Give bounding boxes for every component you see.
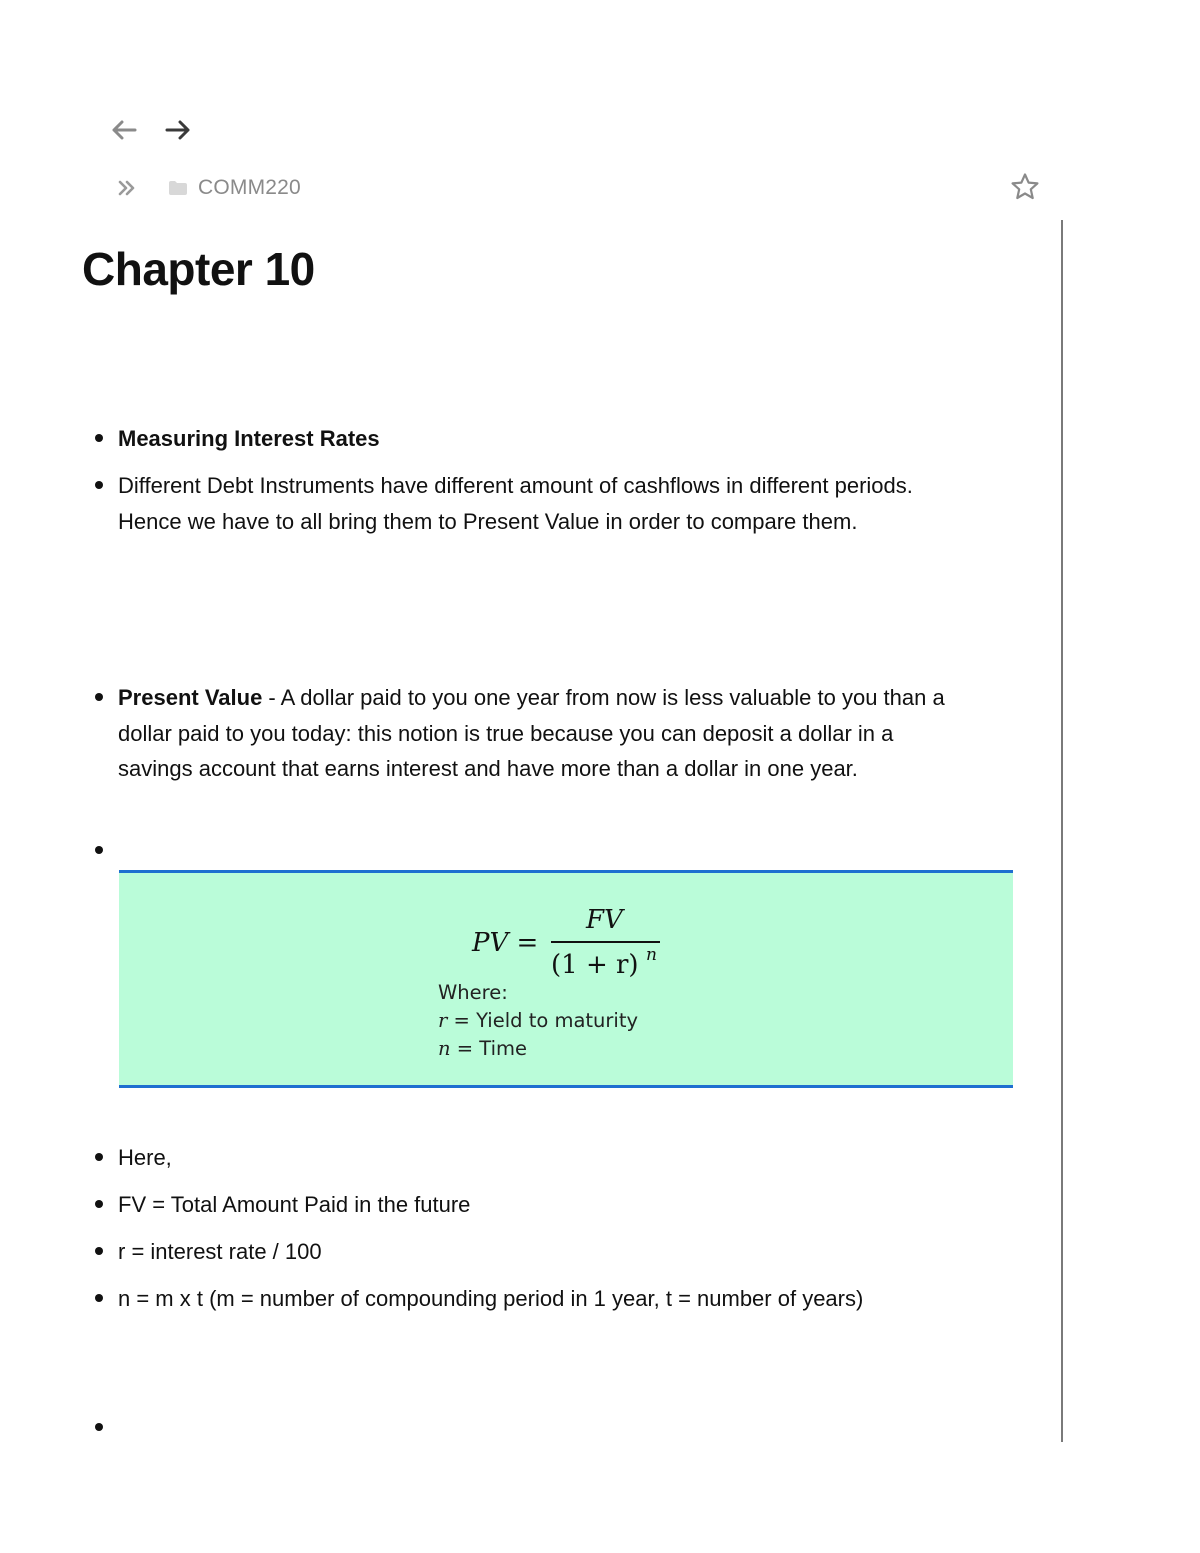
formula-exponent: n	[646, 945, 657, 965]
arrow-left-icon	[110, 118, 138, 142]
list-item-text: Here,	[118, 1145, 172, 1170]
expand-sidebar-button[interactable]	[114, 175, 140, 201]
bullet-dot	[95, 481, 103, 489]
bullet-dot	[95, 1294, 103, 1302]
body-text: - A dollar paid to you one year from now is less valuable to you than a dollar paid to you today: this notion is true because you can deposit a dollar in a savings account that earns interest and have more than a dollar in one year.	[118, 685, 945, 781]
favorite-button[interactable]	[1009, 171, 1041, 203]
list-item-text: FV = Total Amount Paid in the future	[118, 1192, 471, 1217]
formula-lhs: PV =	[472, 928, 539, 958]
list-item-empty[interactable]	[90, 1410, 103, 1431]
bullet-dot	[95, 1153, 103, 1161]
bullet-dot	[95, 1423, 103, 1431]
list-item[interactable]	[90, 1234, 968, 1270]
list-item-empty[interactable]	[90, 833, 103, 854]
r-definition: r = Yield to maturity	[438, 1009, 639, 1032]
list-item-text: n = m x t (m = number of compounding period in 1 year, t = number of years)	[118, 1286, 864, 1311]
bullet-dot	[95, 1247, 103, 1255]
breadcrumb	[114, 174, 301, 202]
back-button[interactable]	[108, 114, 140, 146]
star-outline-icon	[1010, 172, 1040, 202]
list-item[interactable]	[90, 468, 968, 539]
list-item-text: r = interest rate / 100	[118, 1239, 322, 1264]
list-item-text	[118, 680, 968, 787]
list-item-text: Different Debt Instruments have different amount of cashflows in different periods. Hence we have to all bring them to Present Value in order to compare them.	[118, 473, 913, 534]
arrow-right-icon	[164, 118, 192, 142]
bold-text: Measuring Interest Rates	[118, 426, 380, 451]
bullet-dot	[95, 846, 103, 854]
formula-numerator: FV	[586, 905, 623, 935]
bold-text: Present Value	[118, 685, 263, 710]
double-chevron-right-icon	[116, 178, 138, 198]
formula-legend	[438, 979, 638, 1063]
where-label: Where:	[438, 981, 508, 1004]
formula-image	[119, 870, 1013, 1088]
n-definition: n = Time	[438, 1037, 528, 1060]
list-item[interactable]	[90, 421, 968, 457]
list-item[interactable]	[90, 1140, 968, 1176]
folder-icon	[168, 178, 188, 198]
list-item[interactable]	[90, 1281, 918, 1317]
list-item[interactable]	[90, 1187, 968, 1223]
breadcrumb-folder-link[interactable]: COMM220	[198, 176, 301, 199]
nav-arrows	[108, 114, 194, 146]
bullet-dot	[95, 434, 103, 442]
forward-button[interactable]	[162, 114, 194, 146]
list-item[interactable]	[90, 680, 968, 787]
page-title: Chapter 10	[82, 243, 315, 295]
scrollbar-track[interactable]	[1061, 220, 1063, 1442]
formula-denominator: (1 + r)	[551, 950, 639, 980]
bullet-dot	[95, 1200, 103, 1208]
bullet-dot	[95, 693, 103, 701]
list-item-text	[118, 421, 968, 457]
